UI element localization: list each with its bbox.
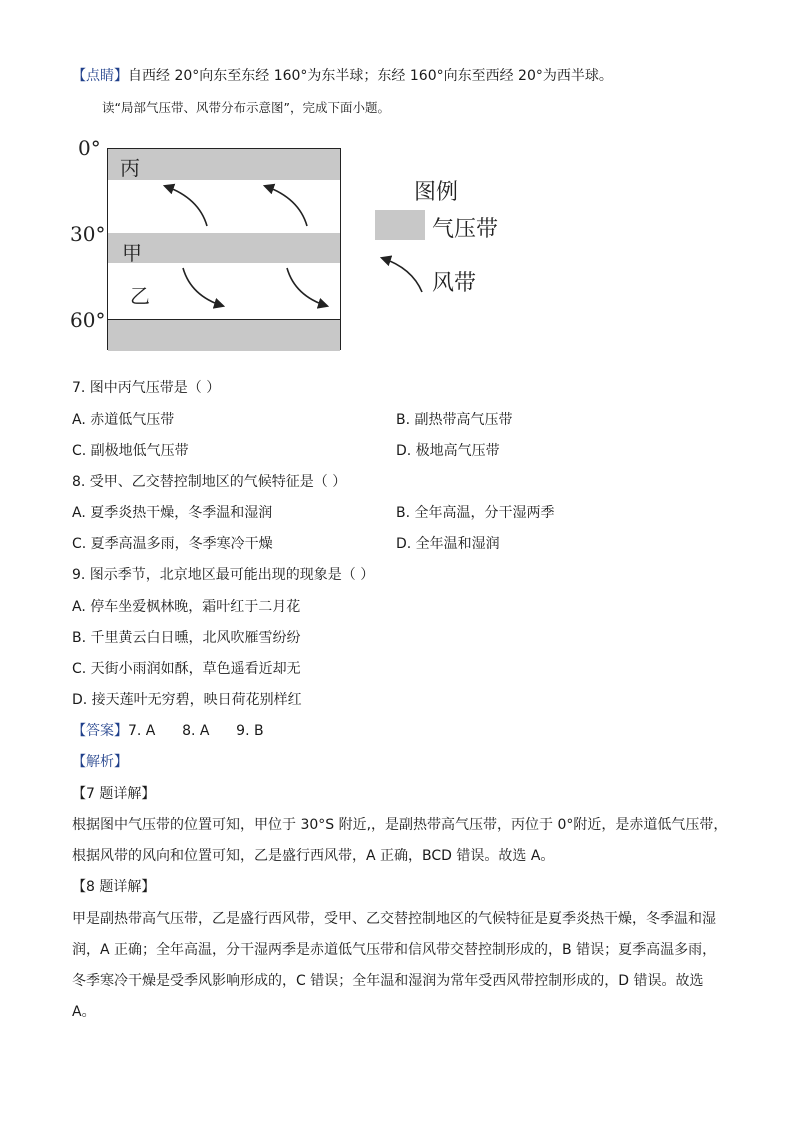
lat-60-label: 60° (70, 308, 106, 332)
q9-option-a: A. 停车坐爱枫林晚，霜叶红于二月花 (72, 599, 301, 615)
tip-line (72, 66, 613, 86)
westerly-arrow-left (183, 268, 223, 306)
trade-wind-arrow-left (165, 186, 207, 226)
label-jia: 甲 (122, 241, 142, 265)
d7-tag: 【7 题详解】 (72, 786, 156, 802)
legend-title: 图例 (414, 180, 459, 205)
d8-tag: 【8 题详解】 (72, 879, 156, 895)
answer-line (72, 721, 264, 741)
q8-option-b: B. 全年高温，分干湿两季 (396, 505, 555, 521)
q7-stem: 7. 图中丙气压带是（ ） (72, 380, 221, 396)
d8-line-1: 甲是副热带高气压带，乙是盛行西风带，受甲、乙交替控制地区的气候特征是夏季炎热干燥，冬季温和湿 (72, 911, 716, 927)
d7-line-1: 根据图中气压带的位置可知，甲位于 30°S 附近,，是副热带高气压带，丙位于 0°附近，是赤道低气压带， (72, 817, 728, 833)
q9-option-b: B. 千里黄云白日曛，北风吹雁雪纷纷 (72, 630, 301, 646)
d8-line-4: A。 (72, 1004, 96, 1020)
q8-stem: 8. 受甲、乙交替控制地区的气候特征是（ ） (72, 474, 347, 490)
d8-line-2: 润，A 正确；全年高温，分干湿两季是赤道低气压带和信风带交替控制形成的，B 错误；夏季高温多雨， (72, 942, 717, 958)
answer-text: 7. A 8. A 9. B (128, 723, 264, 739)
d8-line-3: 冬季寒冷干燥是受季风影响形成的，C 错误；全年温和湿润为常年受西风带控制形成的，D 错误。故选 (72, 973, 704, 989)
d7-line-2: 根据风带的风向和位置可知，乙是盛行西风带，A 正确，BCD 错误。故选 A。 (72, 848, 555, 864)
label-bing: 丙 (120, 156, 140, 180)
answer-tag: 【答案】 (72, 723, 128, 739)
westerly-arrow-right (287, 268, 327, 306)
lat-30-label: 30° (70, 222, 106, 246)
wind-arrows (107, 148, 341, 350)
q7-option-b: B. 副热带高气压带 (396, 412, 513, 428)
diagram-intro: 读“局部气压带、风带分布示意图”，完成下面小题。 (102, 100, 390, 115)
diagram-frame (107, 148, 341, 350)
label-yi: 乙 (130, 284, 150, 308)
lat-0-label: 0° (78, 136, 101, 160)
q9-option-c: C. 天街小雨润如酥，草色遥看近却无 (72, 661, 301, 677)
q7-option-c: C. 副极地低气压带 (72, 443, 189, 459)
legend-wind-label: 风带 (432, 271, 477, 296)
q9-option-d: D. 接天莲叶无穷碧，映日荷花别样红 (72, 692, 302, 708)
tip-tag: 【点睛】 (72, 68, 128, 84)
q9-stem: 9. 图示季节，北京地区最可能出现的现象是（ ） (72, 567, 375, 583)
q7-option-a: A. 赤道低气压带 (72, 412, 175, 428)
legend-pressure-swatch (375, 210, 425, 240)
analysis-tag: 【解析】 (72, 754, 128, 770)
tip-text: 自西经 20°向东至东经 160°为东半球；东经 160°向东至西经 20°为西半球。 (128, 68, 613, 84)
legend-pressure-label: 气压带 (432, 217, 499, 242)
q8-option-d: D. 全年温和湿润 (396, 536, 500, 552)
q7-option-d: D. 极地高气压带 (396, 443, 500, 459)
q8-option-a: A. 夏季炎热干燥，冬季温和湿润 (72, 505, 273, 521)
trade-wind-arrow-right (265, 186, 307, 226)
q8-option-c: C. 夏季高温多雨，冬季寒冷干燥 (72, 536, 273, 552)
legend-wind-arrow-icon (372, 250, 432, 300)
